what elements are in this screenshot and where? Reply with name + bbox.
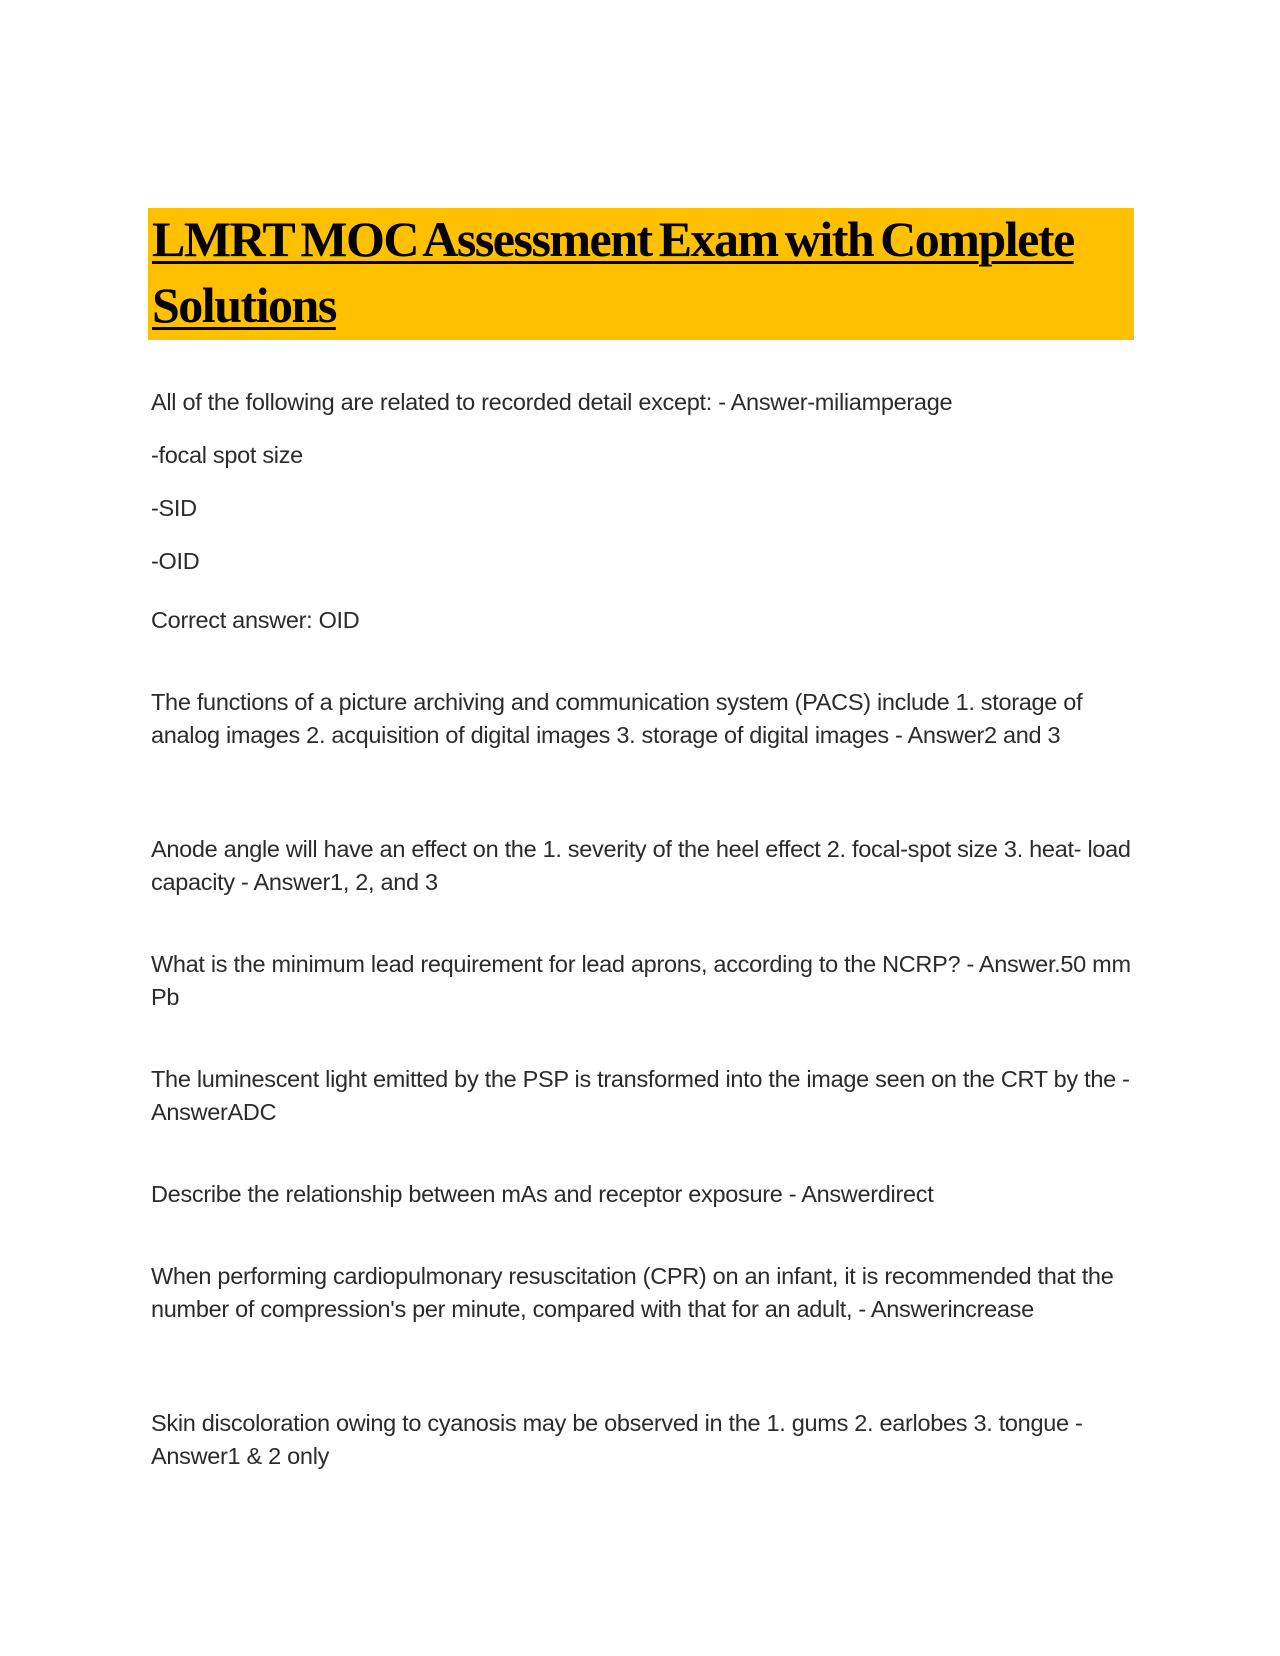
- question-lead-aprons: What is the minimum lead requirement for lead aprons, according to the NCRP? - Answer.50 mm Pb: [151, 951, 1131, 1010]
- question-cpr: When performing cardiopulmonary resuscitation (CPR) on an infant, it is recommended that the number of compression's per minute, compared with that for an adult, - Answerincrease: [151, 1263, 1114, 1322]
- question-psp: The luminescent light emitted by the PSP is transformed into the image seen on the CRT by the - AnswerADC: [151, 1066, 1130, 1125]
- question-anode-angle: Anode angle will have an effect on the 1. severity of the heel effect 2. focal-spot size 3. heat- load capacity - Answer1, 2, and 3: [151, 836, 1131, 895]
- question-mas: Describe the relationship between mAs and receptor exposure - Answerdirect: [151, 1181, 934, 1207]
- option-oid: -OID: [151, 548, 200, 574]
- question-recorded-detail: All of the following are related to recorded detail except: - Answer-miliamperage: [151, 389, 953, 415]
- question-cyanosis: Skin discoloration owing to cyanosis may be observed in the 1. gums 2. earlobes 3. tongue - Answer1 & 2 only: [151, 1410, 1083, 1469]
- option-focal-spot-size: -focal spot size: [151, 442, 303, 468]
- correct-answer: Correct answer: OID: [151, 607, 360, 633]
- option-sid: -SID: [151, 495, 197, 521]
- document-title: LMRT MOC Assessment Exam with Complete Solutions: [152, 211, 1074, 333]
- question-pacs: The functions of a picture archiving and communication system (PACS) include 1. storage of analog images 2. acquisition of digital images 3. storage of digital images - Answer2 and 3: [151, 689, 1083, 748]
